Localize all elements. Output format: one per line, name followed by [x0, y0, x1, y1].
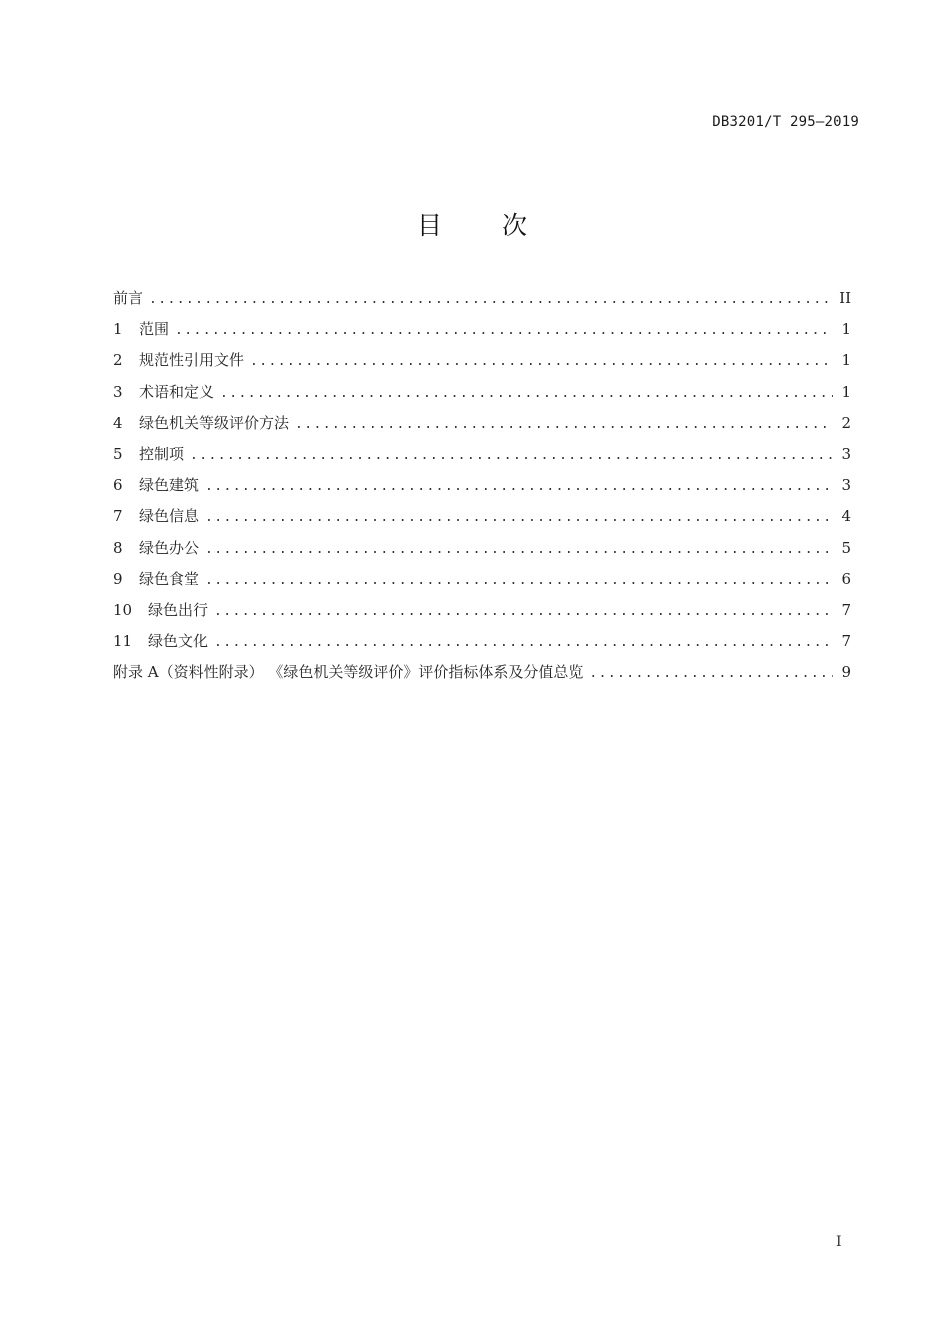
toc-entry-label: 附录 A（资料性附录） 《绿色机关等级评价》评价指标体系及分值总览 [113, 663, 584, 682]
toc-dot-leader [250, 350, 833, 374]
toc-entry-annex-a[interactable] [113, 660, 851, 691]
toc-dot-leader [220, 382, 833, 406]
toc-entry-page: 7 [841, 632, 851, 651]
toc-entry-label: 绿色出行 [148, 600, 209, 619]
toc-dot-leader [205, 475, 833, 499]
toc-entry-number: 2 [113, 351, 123, 370]
toc-entry-number: 9 [113, 569, 123, 588]
toc-dot-leader [175, 319, 833, 343]
toc-entry-label: 绿色食堂 [139, 569, 200, 588]
toc-entry-number: 7 [113, 507, 123, 526]
toc-entry-foreword[interactable] [113, 286, 851, 317]
toc-entry-page: 1 [841, 351, 851, 370]
toc-entry-label: 范围 [139, 320, 170, 339]
toc-entry-number: 10 [113, 600, 133, 619]
toc-dot-leader [214, 600, 833, 624]
toc-entry-number: 1 [113, 320, 123, 339]
toc-entry-page: 2 [841, 413, 851, 432]
toc-entry-2[interactable] [113, 348, 851, 379]
toc-list [113, 286, 851, 691]
toc-dot-leader [205, 538, 833, 562]
toc-entry-4[interactable] [113, 411, 851, 442]
toc-entry-1[interactable] [113, 317, 851, 348]
toc-entry-page: II [839, 289, 851, 307]
toc-entry-11[interactable] [113, 629, 851, 660]
toc-title: 目 次 [417, 211, 553, 240]
toc-entry-10[interactable] [113, 598, 851, 629]
toc-dot-leader [205, 569, 833, 593]
toc-entry-label: 绿色办公 [139, 538, 200, 557]
toc-entry-9[interactable] [113, 567, 851, 598]
toc-entry-number: 8 [113, 538, 123, 557]
page-number: I [836, 1234, 842, 1250]
toc-entry-page: 5 [841, 538, 851, 557]
toc-entry-label: 术语和定义 [139, 382, 215, 401]
toc-dot-leader [205, 506, 833, 530]
toc-entry-page: 3 [841, 444, 851, 463]
toc-entry-page: 1 [841, 320, 851, 339]
toc-entry-8[interactable] [113, 536, 851, 567]
toc-entry-label: 规范性引用文件 [139, 351, 245, 370]
toc-entry-label: 绿色文化 [148, 632, 209, 651]
toc-entry-page: 3 [841, 476, 851, 495]
toc-entry-page: 9 [841, 663, 851, 682]
toc-dot-leader [190, 444, 833, 468]
toc-entry-5[interactable] [113, 442, 851, 473]
toc-entry-6[interactable] [113, 473, 851, 504]
toc-entry-number: 6 [113, 476, 123, 495]
toc-entry-number: 4 [113, 413, 123, 432]
toc-entry-page: 6 [841, 569, 851, 588]
toc-dot-leader [214, 631, 833, 655]
toc-entry-label: 前言 [113, 289, 144, 307]
toc-entry-number: 11 [113, 632, 133, 651]
toc-entry-label: 绿色机关等级评价方法 [139, 413, 290, 432]
toc-entry-label: 绿色建筑 [139, 476, 200, 495]
toc-dot-leader [589, 662, 833, 686]
toc-entry-label: 绿色信息 [139, 507, 200, 526]
toc-dot-leader [295, 413, 833, 437]
toc-entry-number: 3 [113, 382, 123, 401]
toc-entry-number: 5 [113, 444, 123, 463]
document-code: DB3201/T 295—2019 [712, 114, 859, 130]
toc-entry-3[interactable] [113, 380, 851, 411]
toc-entry-page: 7 [841, 600, 851, 619]
toc-dot-leader [149, 288, 831, 312]
toc-entry-page: 4 [841, 507, 851, 526]
toc-entry-7[interactable] [113, 504, 851, 535]
toc-entry-page: 1 [841, 382, 851, 401]
toc-entry-label: 控制项 [139, 444, 185, 463]
